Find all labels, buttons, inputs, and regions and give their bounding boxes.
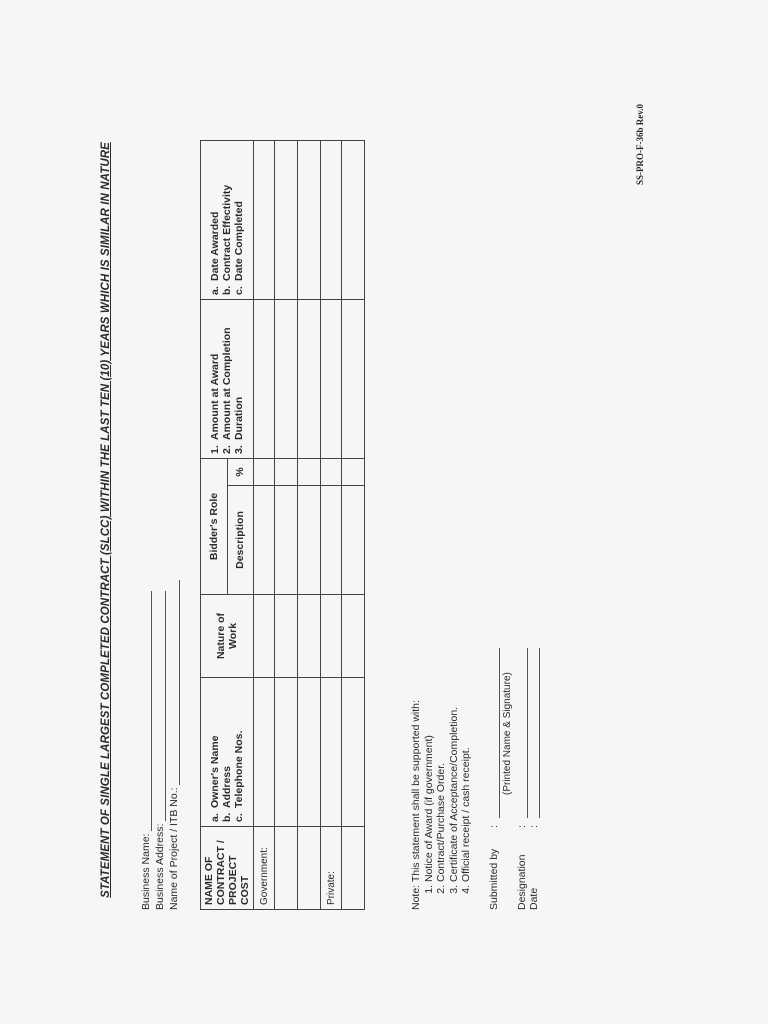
business-address-line	[155, 591, 166, 821]
list-item: 3. Certificate of Acceptance/Completion.	[448, 700, 461, 882]
form-title: STATEMENT OF SINGLE LARGEST COMPLETED CONTRACT (SLCC) WITHIN THE LAST TEN (10) YEARS WHICH IS SIMILAR IN NATURE	[100, 142, 112, 898]
form-code: SS-PRO-F-36b Rev.0	[635, 104, 645, 185]
designation-line	[526, 648, 528, 818]
header-dates: a.Date Awarded b.Contract Effectivity c.Date Completed	[201, 141, 254, 300]
date-line	[538, 648, 540, 818]
business-address-label: Business Address:	[154, 823, 166, 910]
header-percent: %	[227, 459, 254, 486]
project-name-label: Name of Project / ITB No.:	[168, 787, 180, 910]
note-list	[423, 700, 473, 910]
table-row	[321, 141, 342, 910]
table-header-row	[201, 141, 228, 910]
business-name-line	[141, 591, 152, 831]
printed-name-caption: (Printed Name & Signature)	[502, 672, 513, 795]
list-item: 4. Official receipt / cash receipt.	[460, 700, 473, 882]
table-row	[275, 141, 298, 910]
project-name-row	[168, 580, 180, 910]
business-address-row	[154, 591, 166, 910]
date-colon: :	[528, 825, 540, 828]
table-row	[254, 141, 275, 910]
header-bidders-role: Bidder's Role	[201, 459, 228, 595]
header-contract-name: NAME OF CONTRACT / PROJECT COST	[201, 827, 254, 910]
submitted-by-colon: :	[488, 825, 500, 828]
header-description: Description	[227, 486, 254, 595]
list-item: 1. Notice of Award (if government)	[423, 700, 436, 882]
header-amounts: 1.Amount at Award 2.Amount at Completion 3.Duration	[201, 300, 254, 459]
submitted-by-line	[498, 648, 500, 818]
header-owner: a.Owner's Name b.Address c.Telephone Nos.	[201, 678, 254, 827]
business-name-label: Business Name:	[140, 833, 152, 910]
list-item: 2. Contract/Purchase Order.	[435, 700, 448, 882]
supporting-documents-note	[410, 700, 473, 910]
header-nature-of-work: Nature of Work	[201, 595, 254, 678]
designation-label: Designation	[516, 854, 528, 910]
project-name-line	[169, 580, 180, 785]
table-row	[342, 141, 365, 910]
government-label: Government:	[254, 827, 275, 910]
date-label: Date	[528, 887, 540, 910]
slcc-table	[200, 140, 365, 910]
rotated-form-page	[100, 80, 660, 960]
designation-colon: :	[516, 825, 528, 828]
business-name-row	[140, 591, 152, 910]
private-label: Private:	[321, 827, 342, 910]
submitted-by-label: Submitted by	[488, 848, 500, 910]
note-heading: Note: This statement shall be supported with:	[410, 700, 422, 910]
table-row	[298, 141, 321, 910]
